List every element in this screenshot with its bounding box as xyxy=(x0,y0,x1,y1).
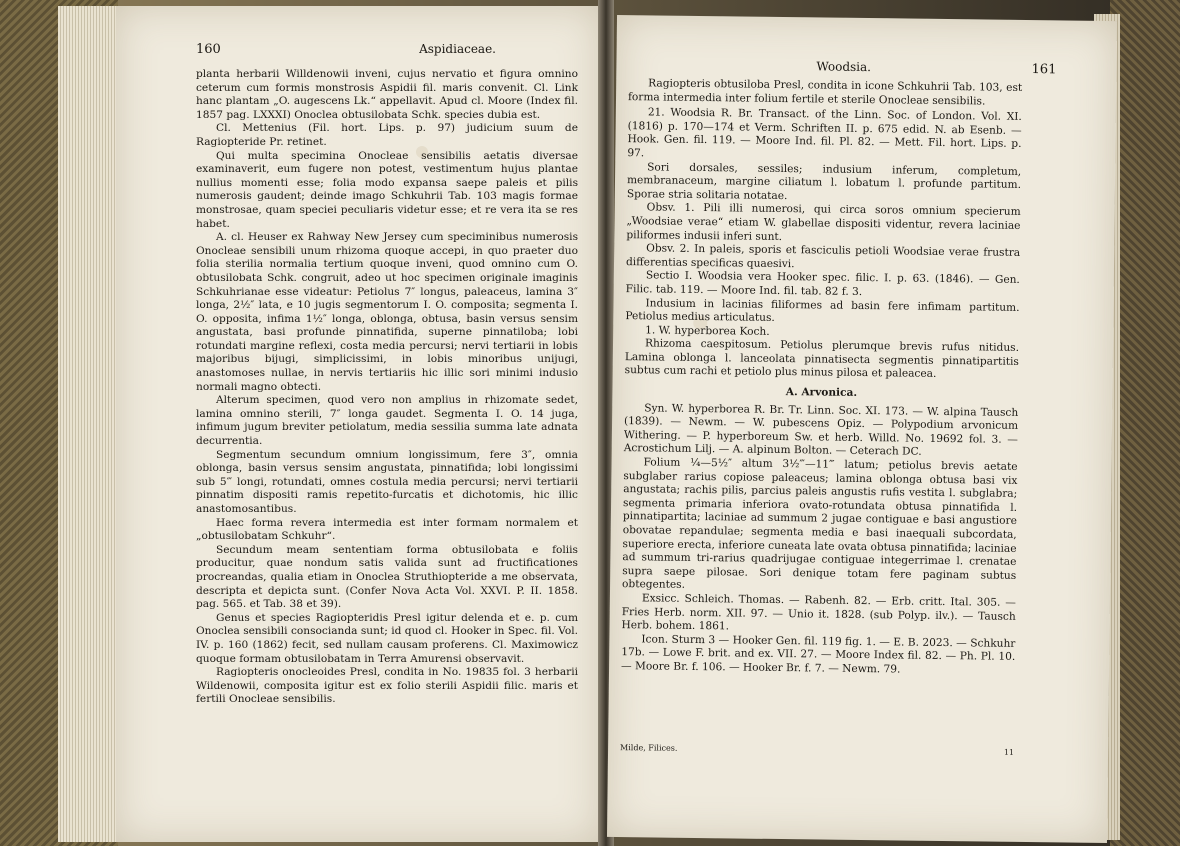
left-page xyxy=(116,6,600,842)
right-text-column xyxy=(621,77,1022,678)
paragraph: Secundum meam sententiam forma obtusilobata e foliis producitur, quae nondum satis valida sunt ad fructificationes procreandas, qualia etiam in Onoclea Struthiopteride a me observata, descripta et depicta sunt. (Confer Nova Acta Vol. XXVI. P. II. 1858. pag. 565. et Tab. 38 et 39). xyxy=(196,543,578,611)
variety-heading: A. Arvonica. xyxy=(785,386,858,399)
section-heading: Sectio I. Woodsia vera Hooker spec. filic. I. p. 63. (1846). — Gen. Filic. tab. 119. — Moore Ind. fil. tab. 82 f. 3. xyxy=(625,269,1020,298)
paragraph: Ragiopteris obtusiloba Presl, condita in icone Schkuhrii Tab. 103, est forma intermedia inter folium fertile et sterile Onocleae sensibilis. xyxy=(627,77,1023,108)
paragraph: planta herbarii Willdenowii inveni, cujus nervatio et figura omnino ceterum cum formis monstrosis Aspidii fil. maris convenit. Cl. Link hanc plantam „O. augescens Lk.“ appellavit. Apud cl. Moore (Index fil. 1857 pag. LXXXI) Onoclea obtusilobata Schk. species dubia est. xyxy=(196,68,578,121)
paragraph: Cl. Mettenius (Fil. hort. Lips. p. 97) judicium suum de Ragiopteride Pr. retinet. xyxy=(196,122,578,148)
genus-entry: 21. Woodsia R. Br. Transact. of the Linn. Soc. of London. Vol. XI. (1816) p. 170—174 et Verm. Schriften II. p. 675 edid. N. ab Esenb. — Hook. Gen. fil. 119. — Moore Ind. fil. Pl. 82. — Mett. Fil. hort. Lips. p. 97. xyxy=(627,106,1022,160)
paragraph: A. cl. Heuser ex Rahway New Jersey cum speciminibus numerosis Onocleae sensibili unum rhizoma quoque accepi, in quo praeter duo folia sterilia normalia tertium quoque inveni, quod omnino cum O. obtusilobata Schk. congruit, adeo ut hoc specimen originale imaginis Schkuhrianae esse videatur: Petiolus 7″ longus, paleaceus, lamina 3″ longa, 2½″ lata, e 10 jugis segmentorum I. O. composita; segmenta I. O. opposita, infima 1½″ longa, oblonga, obtusa, basin versus sensim angustata, basi profunde pinnatifida, superne pinnatiloba; lobi rotundati margine reflexi, costa media percursi; nervi tertiarii in lobis majoribus bijugi, simplicissimi, in lobis minoribus unijugi, anastomoses nullae, in nervis tertiariis hic illic sori minimi indusio normali magno obtecti. xyxy=(196,231,578,393)
exsiccatae: Exsicc. Schleich. Thomas. — Rabenh. 82. — Erb. critt. Ital. 305. — Fries Herb. norm. XII. 97. — Unio it. 1828. (sub Polyp. ilv.). — Tausch Herb. bohem. 1861. xyxy=(621,592,1016,633)
page-edges-left xyxy=(58,6,118,842)
left-folio: 160 xyxy=(196,42,221,57)
left-running-head xyxy=(196,42,496,57)
paragraph: Ragiopteris onocleoides Presl, condita in No. 19835 fol. 3 herbarii Wildenowii, composita igitur est ex folio sterili Aspidii filic. maris et fertili Onocleae sensibilis. xyxy=(196,666,578,706)
paragraph: Segmentum secundum omnium longissimum, fere 3″, omnia oblonga, basin versus sensim angustata, pinnatifida; lobi longissimi sub 5‴ longi, rotundati, omnes costula media percursi; nervi tertiarii pinnatim dispositi ramis repetito-furcatis et dichotomis, hic illic anastomosantibus. xyxy=(196,448,578,515)
left-running-title: Aspidiaceae. xyxy=(419,42,496,56)
signature-author: Milde, Filices. xyxy=(620,743,678,753)
paragraph: Haec forma revera intermedia est inter formam normalem et „obtusilobatam Schkuhr“. xyxy=(196,516,578,543)
paragraph: Indusium in lacinias filiformes ad basin fere infimam partitum. Petiolus medius articulatus. xyxy=(625,296,1020,325)
right-page xyxy=(607,15,1117,843)
book-cover-right xyxy=(1110,0,1180,846)
signature-line xyxy=(620,743,1014,757)
paragraph: Rhizoma caespitosum. Petiolus plerumque brevis rufus nitidus. Lamina oblonga l. lanceolata pinnatisecta segmentis pinnatipartitis subtus cum rachi et petiolo plus minus pilosa et paleacea. xyxy=(624,337,1020,381)
paragraph: Genus et species Ragiopteridis Presl igitur delenda et e. p. cum Onoclea sensibili consocianda sunt; id quod cl. Hooker in Spec. fil. Vol. IV. p. 160 (1862) fecit, sed nullam causam proferens. Cl. Maximowicz quoque formam obtusilobatam in Terra Amurensi observavit. xyxy=(196,611,578,665)
right-folio: 161 xyxy=(1031,62,1057,78)
observation: Obsv. 1. Pili illi numerosi, qui circa soros omnium specierum „Woodsiae verae“ etiam W. glabellae dispositi videntur, revera laciniae piliformes indusii inferi sunt. xyxy=(626,201,1021,243)
right-running-title: Woodsia. xyxy=(816,59,872,75)
paragraph: Alterum specimen, quod vero non amplius in rhizomate sedet, lamina omnino sterili, 7″ longa gaudet. Segmenta I. O. 14 juga, infimum jugum breviter petiolatum, media sessilia summa late adnata decurrentia. xyxy=(196,394,578,448)
species-heading: 1. W. hyperborea Koch. xyxy=(645,324,770,338)
right-running-head xyxy=(816,59,1056,77)
paragraph: Qui multa specimina Onocleae sensibilis aetatis diversae examinaverit, eum fugere non potest, vestimentum hujus plantae nullius momenti esse; folia modo expansa saepe paleis et pilis numerosis gaudent; deinde imago Schkuhrii Tab. 103 magis formae monstrosae, quam speciei peculiaris videtur esse; et re vera ita se res habet. xyxy=(196,149,578,230)
description: Folium ¼—5½″ altum 3½‴—11‴ latum; petiolus brevis aetate subglaber rarius copiose paleaceus; lamina oblonga obtusa basi vix angustata; rachis pilis, parcius paleis angustis rufis vestita l. subglabra; segmenta primaria inferiora ovato-rotundata obtusa pinnatifida l. pinnatipartita; laciniae ad summum 2 jugae contiguae e basi angustiore obovatae repandulae; segmenta media e basi inaequali subcordata, superiore erecta, inferiore cuneata late ovata obtusa pinnatifida; laciniae ad summum tri-rarius quadrijugae contiguae integerrimae l. crenatae supra saepe pilosae. Sori denique totam fere paginam subtus obtegentes. xyxy=(622,456,1018,592)
signature-number: 11 xyxy=(1003,747,1015,757)
paragraph: Sori dorsales, sessiles; indusium inferum, completum, membranaceum, margine ciliatum l. lobatum l. profunde partitum. Sporae stria solitaria notatae. xyxy=(626,160,1022,202)
left-text-column xyxy=(196,68,578,707)
observation: Obsv. 2. In paleis, sporis et fasciculis petioli Woodsiae verae frustra differentias specificas quaesivi. xyxy=(625,242,1021,270)
synonymy: Syn. W. hyperborea R. Br. Tr. Linn. Soc. XI. 173. — W. alpina Tausch (1839). — Newm. — W. pubescens Opiz. — Polypodium arvonicum Withering. — P. hyperboreum Sw. et herb. Willd. No. 19692 fol. 3. — Acrostichum Lilj. — A. alpinum Bolton. — Ceterach DC. xyxy=(623,401,1019,459)
icones: Icon. Sturm 3 — Hooker Gen. fil. 119 fig. 1. — E. B. 2023. — Schkuhr 17b. — Lowe F. brit. and ex. VII. 27. — Moore Index fil. 82. — Ph. Pl. 10. — Moore Br. f. 106. — Hooker Br. f. 7. — Newm. 79. xyxy=(621,633,1016,676)
